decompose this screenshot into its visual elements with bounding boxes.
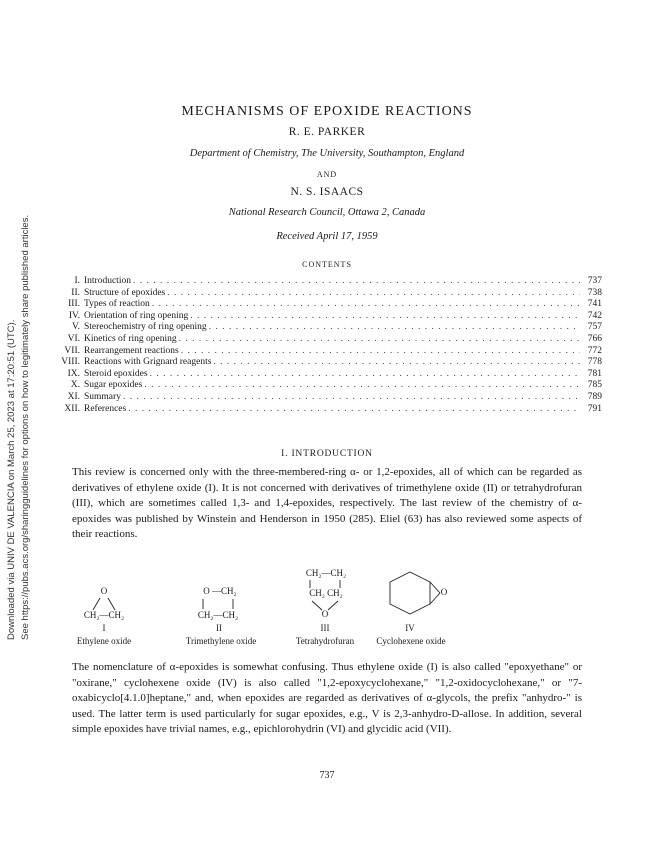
affiliation-southampton: Department of Chemistry, The University, Southampton, England xyxy=(189,148,465,159)
download-notice-line2: See https://pubs.acs.org/sharingguidelines for options on how to legitimately share published articles. xyxy=(20,214,31,640)
toc-entry[interactable] xyxy=(46,288,602,300)
toc-page: 741 xyxy=(587,299,602,310)
structure-2-top: O —CH₂ xyxy=(203,586,237,596)
toc-label: Reactions with Grignard reagents xyxy=(84,357,212,368)
toc-label: Steroid epoxides xyxy=(84,368,148,379)
toc-entry[interactable] xyxy=(46,276,602,288)
structure-3-name: Tetrahydrofuran xyxy=(295,636,355,646)
download-notice-line1: Downloaded via UNIV DE VALENCIA on March 25, 2023 at 17:20:51 (UTC). xyxy=(6,319,17,640)
contents-heading: CONTENTS xyxy=(302,260,352,269)
structure-4-oxygen: O xyxy=(440,587,448,597)
toc-label: Summary xyxy=(84,391,121,402)
received-date: Received April 17, 1959 xyxy=(276,231,378,242)
table-of-contents xyxy=(46,276,602,415)
and-separator: AND xyxy=(316,170,338,179)
toc-label: References xyxy=(84,403,127,414)
section-heading-introduction: I. INTRODUCTION xyxy=(281,449,373,459)
toc-label: Structure of epoxides xyxy=(84,287,166,298)
toc-number: IX. xyxy=(67,368,80,379)
structure-2-bottom: CH₂—CH₂ xyxy=(197,610,239,620)
toc-entry[interactable] xyxy=(46,357,602,369)
toc-entry[interactable] xyxy=(46,369,602,381)
toc-page: 742 xyxy=(587,310,602,321)
structure-1-carbons: CH₂—CH₂ xyxy=(83,610,125,620)
download-notice xyxy=(6,210,36,640)
toc-page: 738 xyxy=(587,287,602,298)
toc-number: IV. xyxy=(68,310,80,321)
toc-number: V. xyxy=(71,322,80,333)
toc-number: VII. xyxy=(64,345,80,356)
affiliation-ottawa: National Research Council, Ottawa 2, Canada xyxy=(228,207,426,218)
toc-label: Introduction xyxy=(84,276,131,286)
structure-1-numeral: I xyxy=(102,623,106,633)
structure-2-name: Trimethylene oxide xyxy=(185,636,257,646)
toc-page: 789 xyxy=(587,391,602,402)
toc-page: 737 xyxy=(587,276,602,286)
toc-page: 791 xyxy=(587,403,602,414)
author-parker: R. E. PARKER xyxy=(288,126,366,138)
toc-page: 778 xyxy=(587,357,602,368)
page-number: 737 xyxy=(319,770,335,781)
toc-number: X. xyxy=(70,380,80,391)
structure-4-name: Cyclohexene oxide xyxy=(376,636,446,646)
toc-entry[interactable] xyxy=(46,392,602,404)
toc-label: Types of reaction xyxy=(84,299,150,310)
toc-number: XI. xyxy=(67,391,80,402)
toc-number: VIII. xyxy=(61,357,80,368)
structure-1-name: Ethylene oxide xyxy=(76,636,132,646)
toc-entry[interactable] xyxy=(46,299,602,311)
toc-number: I. xyxy=(74,276,80,286)
toc-number: XII. xyxy=(64,403,80,414)
toc-page: 772 xyxy=(587,345,602,356)
structure-1-oxygen: O xyxy=(100,586,108,596)
toc-entry[interactable] xyxy=(46,334,602,346)
toc-entry[interactable] xyxy=(46,346,602,358)
structure-3-top: CH₂—CH₂ xyxy=(305,568,347,578)
toc-page: 785 xyxy=(587,380,602,391)
toc-entry[interactable] xyxy=(46,380,602,392)
article-title: MECHANISMS OF EPOXIDE REACTIONS xyxy=(181,104,473,119)
toc-label: Rearrangement reactions xyxy=(84,345,179,356)
author-isaacs: N. S. ISAACS xyxy=(290,186,364,198)
toc-number: II. xyxy=(71,287,80,298)
toc-entry[interactable] xyxy=(46,311,602,323)
toc-entry[interactable] xyxy=(46,404,602,416)
toc-page: 766 xyxy=(587,333,602,344)
toc-page: 781 xyxy=(587,368,602,379)
toc-entry[interactable] xyxy=(46,322,602,334)
structure-4-numeral: IV xyxy=(405,623,415,633)
toc-label: Kinetics of ring opening xyxy=(84,333,177,344)
intro-paragraph-2: The nomenclature of α-epoxides is somewhat confusing. Thus ethylene oxide (I) is also called "epoxyethane" or "oxirane," cyclohexene oxide (IV) is also called "1,2-epoxycyclohexane," "1,2-oxidocyclohexane," or "7-oxabicyclo[4.1.0]heptane," and, when epoxides are regarded as derivatives of α-glycols, the prefix "anhydro-" is used. The latter term is used particularly for sugar epoxides, e.g., V is 2,3-anhydro-D-allose. In addition, several simple epoxides have trivial names, e.g., epichlorohydrin (VI) and glycidic acid (VII). xyxy=(72,661,582,735)
structure-figures xyxy=(72,566,582,648)
toc-number: VI. xyxy=(67,333,80,344)
structure-3-oxygen: O xyxy=(321,609,329,619)
intro-paragraph-1: This review is concerned only with the three-membered-ring α- or 1,2-epoxides, all of which can be regarded as derivatives of ethylene oxide (I). It is not concerned with derivatives of trimethylene oxide (II) or tetrahydrofuran (III), which are sometimes called 1,3- and 1,4-epoxides, respectively. The last review of the chemistry of α-epoxides was published by Winstein and Henderson in 1950 (285). Eliel (63) has also reviewed some aspects of their reactions. xyxy=(72,466,582,540)
structure-3-mid: CH₂ CH₂ xyxy=(309,588,343,598)
structure-2-numeral: II xyxy=(216,623,222,633)
toc-page: 757 xyxy=(587,322,602,333)
toc-label: Sugar epoxides xyxy=(84,380,143,391)
structure-3-numeral: III xyxy=(320,623,330,633)
toc-label: Orientation of ring opening xyxy=(84,310,189,321)
toc-number: III. xyxy=(68,299,80,310)
toc-label: Stereochemistry of ring opening xyxy=(84,322,207,333)
